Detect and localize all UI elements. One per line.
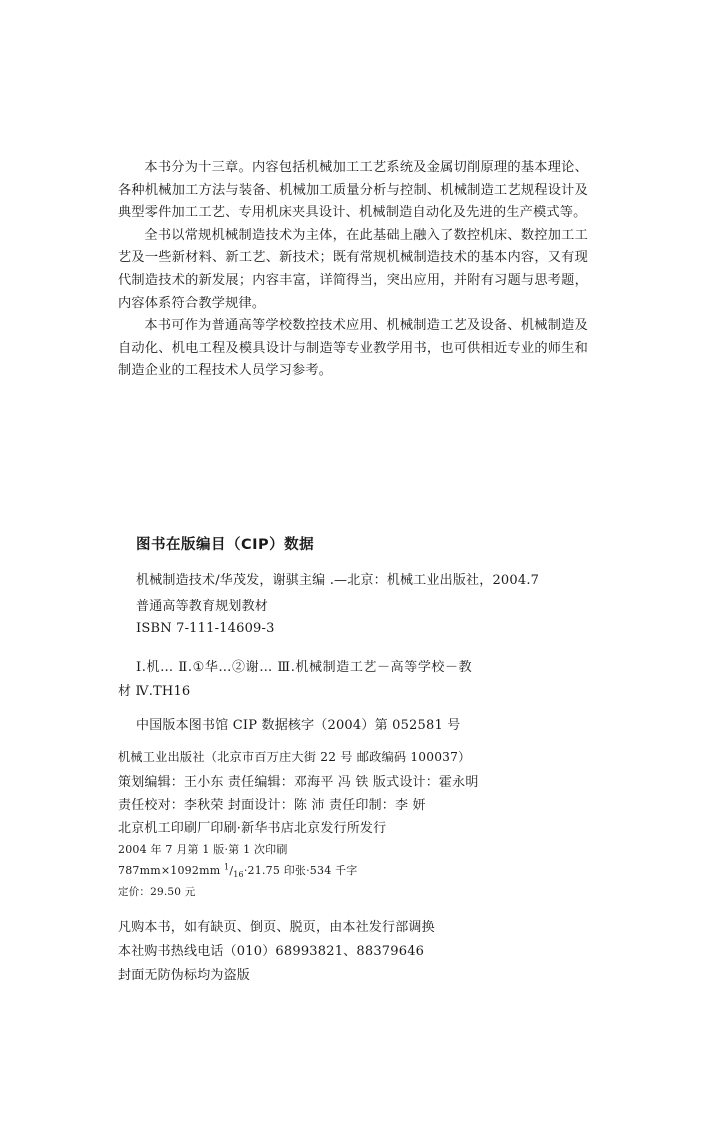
defect-exchange-notice: 凡购本书，如有缺页、倒页、脱页，由本社发行部调换 xyxy=(118,920,435,935)
cip-classification-line-2: 材 Ⅳ.TH16 xyxy=(118,684,191,699)
cip-classification-line-1: Ⅰ.机… Ⅱ.①华…②谢… Ⅲ.机械制造工艺－高等学校－教 xyxy=(136,660,473,675)
hotline-notice: 本社购书热线电话（010）68993821、88379646 xyxy=(118,944,425,959)
book-abstract xyxy=(118,157,588,383)
publisher-info: 机械工业出版社（北京市百万庄大街 22 号 邮政编码 100037） xyxy=(118,750,471,764)
format-fraction-numerator: 1 xyxy=(224,862,230,872)
abstract-paragraph-1: 本书分为十三章。内容包括机械加工工艺系统及金属切削原理的基本理论、各种机械加工方法与装备、机械加工质量分析与控制、机械制造工艺规程设计及典型零件加工工艺、专用机床夹具设计、机械制造自动化及先进的生产模式等。 xyxy=(118,160,588,221)
format-fraction-denominator: 16 xyxy=(233,870,244,880)
cip-bibliographic-line: 机械制造技术/华茂发，谢骐主编 .—北京：机械工业出版社，2004.7 xyxy=(136,573,540,588)
editors-info: 策划编辑：王小东 责任编辑：邓海平 冯 铁 版式设计：霍永明 xyxy=(118,775,479,790)
abstract-paragraph-3: 本书可作为普通高等学校数控技术应用、机械制造工艺及设备、机械制造及自动化、机电工程及模具设计与制造等专业教学用书，也可供相近专业的师生和制造企业的工程技术人员学习参考。 xyxy=(118,318,588,379)
proofing-info: 责任校对：李秋荣 封面设计：陈 沛 责任印制：李 妍 xyxy=(118,798,426,813)
cip-series-line: 普通高等教育规划教材 xyxy=(136,599,269,614)
cip-heading: 图书在版编目（CIP）数据 xyxy=(136,537,315,553)
format-sheets-words: ·21.75 印张·534 千字 xyxy=(243,864,358,877)
price-info: 定价：29.50 元 xyxy=(118,886,196,898)
format-size: 787mm×1092mm xyxy=(118,864,225,877)
cip-isbn: ISBN 7-111-14609-3 xyxy=(136,621,275,636)
cip-catalog-number: 中国版本图书馆 CIP 数据核字（2004）第 052581 号 xyxy=(136,718,461,733)
printer-info: 北京机工印刷厂印刷·新华书店北京发行所发行 xyxy=(118,821,387,836)
edition-info: 2004 年 7 月第 1 版·第 1 次印刷 xyxy=(118,843,288,856)
abstract-paragraph-2: 全书以常规机械制造技术为主体，在此基础上融入了数控机床、数控加工工艺及一些新材料、新工艺、新技术；既有常规机械制造技术的基本内容，又有现代制造技术的新发展；内容丰富，详简得当，突出应用，并附有习题与思考题，内容体系符合教学规律。 xyxy=(118,227,588,311)
anti-piracy-notice: 封面无防伪标均为盗版 xyxy=(118,968,251,983)
format-info: 787mm×1092mm $^1/_{16}\cdot 21.75$ 印张·534 千字 xyxy=(118,862,358,880)
